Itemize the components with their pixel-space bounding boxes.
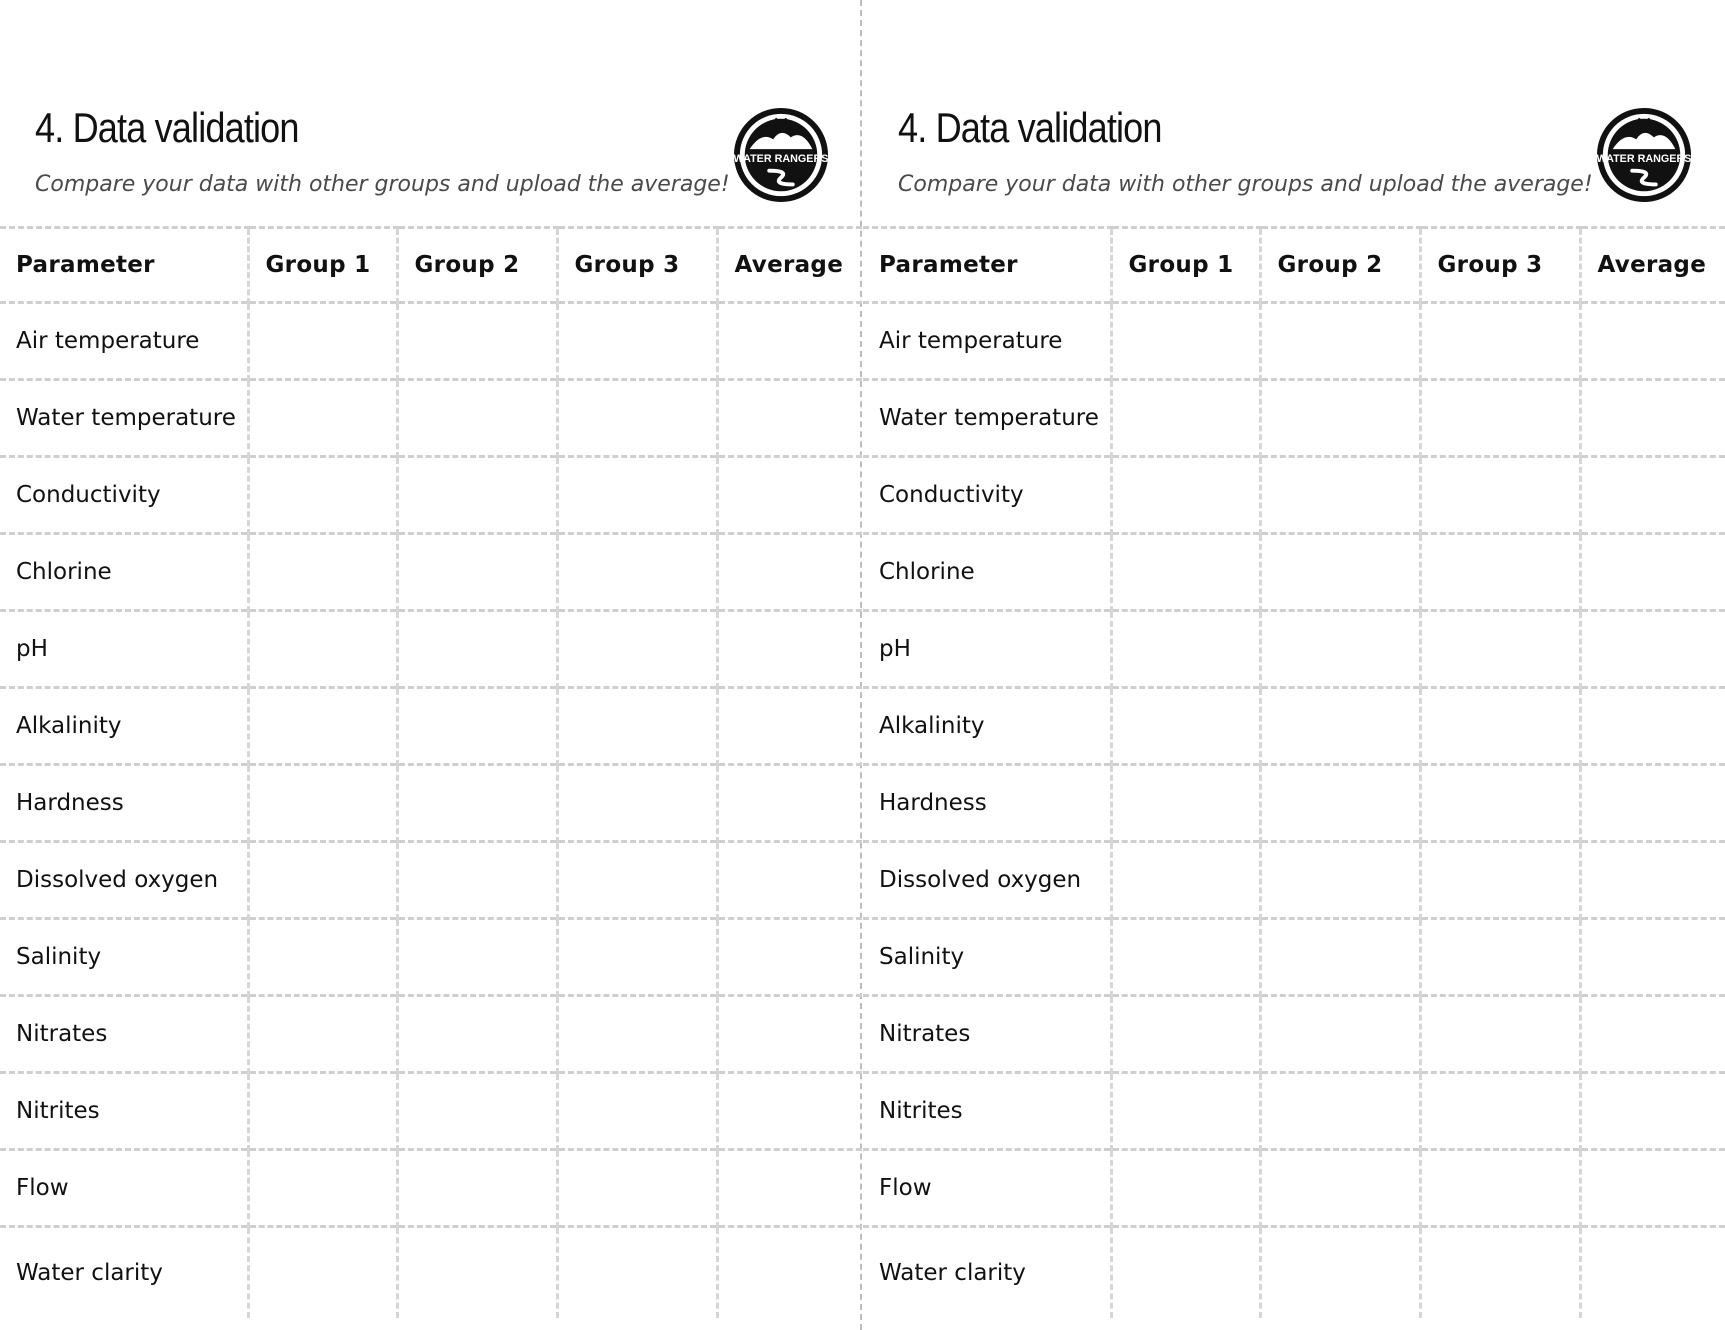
group-3-cell[interactable]	[1420, 1227, 1580, 1319]
group-2-cell[interactable]	[1260, 1073, 1420, 1150]
table-row	[0, 1227, 862, 1319]
group-3-cell[interactable]	[1420, 688, 1580, 765]
parameter-cell: Flow	[863, 1150, 1111, 1227]
parameter-cell: Water clarity	[0, 1227, 248, 1319]
group-3-cell[interactable]	[1420, 1073, 1580, 1150]
header-row	[0, 228, 862, 303]
group-1-cell[interactable]	[1111, 1150, 1260, 1227]
group-2-cell[interactable]	[397, 534, 557, 611]
group-2-cell[interactable]	[1260, 919, 1420, 996]
table-row	[0, 996, 862, 1073]
group-2-cell[interactable]	[397, 303, 557, 380]
average-cell[interactable]	[717, 996, 862, 1073]
average-cell[interactable]	[1580, 1073, 1725, 1150]
table-row	[863, 457, 1725, 534]
average-cell[interactable]	[717, 380, 862, 457]
group-3-cell[interactable]	[557, 1227, 717, 1319]
table-row	[863, 1150, 1725, 1227]
group-1-cell[interactable]	[1111, 457, 1260, 534]
group-2-cell[interactable]	[397, 688, 557, 765]
group-3-cell[interactable]	[1420, 996, 1580, 1073]
logo-text: WATER RANGERS	[733, 152, 829, 165]
group-3-cell[interactable]	[1420, 1150, 1580, 1227]
group-1-cell[interactable]	[1111, 765, 1260, 842]
group-1-cell[interactable]	[248, 1073, 397, 1150]
header-group-1: Group 1	[1111, 228, 1260, 303]
group-2-cell[interactable]	[397, 996, 557, 1073]
group-2-cell[interactable]	[1260, 380, 1420, 457]
table-row	[0, 1073, 862, 1150]
table-row	[863, 303, 1725, 380]
worksheet-right	[863, 0, 1725, 1330]
group-1-cell[interactable]	[248, 996, 397, 1073]
group-3-cell[interactable]	[557, 919, 717, 996]
group-3-cell[interactable]	[557, 1150, 717, 1227]
group-3-cell[interactable]	[557, 534, 717, 611]
group-1-cell[interactable]	[248, 380, 397, 457]
average-cell[interactable]	[717, 611, 862, 688]
group-3-cell[interactable]	[557, 842, 717, 919]
parameter-cell: Conductivity	[0, 457, 248, 534]
average-cell[interactable]	[1580, 380, 1725, 457]
table-row	[0, 303, 862, 380]
group-1-cell[interactable]	[248, 765, 397, 842]
group-1-cell[interactable]	[248, 919, 397, 996]
table-row	[863, 380, 1725, 457]
table-row	[0, 842, 862, 919]
group-2-cell[interactable]	[397, 611, 557, 688]
parameter-cell: Water temperature	[0, 380, 248, 457]
average-cell[interactable]	[717, 688, 862, 765]
group-1-cell[interactable]	[1111, 303, 1260, 380]
parameter-cell: Water clarity	[863, 1227, 1111, 1319]
parameter-cell: Alkalinity	[863, 688, 1111, 765]
group-3-cell[interactable]	[1420, 380, 1580, 457]
table-row	[0, 457, 862, 534]
group-2-cell[interactable]	[1260, 457, 1420, 534]
average-cell[interactable]	[1580, 457, 1725, 534]
group-1-cell[interactable]	[1111, 1227, 1260, 1319]
parameter-cell: Salinity	[863, 919, 1111, 996]
average-cell[interactable]	[1580, 765, 1725, 842]
group-1-cell[interactable]	[1111, 1073, 1260, 1150]
average-cell[interactable]	[1580, 303, 1725, 380]
group-2-cell[interactable]	[1260, 765, 1420, 842]
average-cell[interactable]	[717, 765, 862, 842]
group-3-cell[interactable]	[557, 688, 717, 765]
parameter-cell: Dissolved oxygen	[0, 842, 248, 919]
table-row	[0, 534, 862, 611]
group-2-cell[interactable]	[1260, 534, 1420, 611]
group-3-cell[interactable]	[1420, 303, 1580, 380]
group-1-cell[interactable]	[1111, 996, 1260, 1073]
group-2-cell[interactable]	[397, 457, 557, 534]
header-parameter: Parameter	[863, 228, 1111, 303]
group-3-cell[interactable]	[1420, 534, 1580, 611]
table-row	[863, 1073, 1725, 1150]
average-cell[interactable]	[717, 842, 862, 919]
header-group-2: Group 2	[397, 228, 557, 303]
parameter-cell: Chlorine	[0, 534, 248, 611]
average-cell[interactable]	[717, 534, 862, 611]
parameter-cell: Air temperature	[0, 303, 248, 380]
group-3-cell[interactable]	[1420, 765, 1580, 842]
table-row	[863, 1227, 1725, 1319]
page-title: 4. Data validation	[35, 104, 299, 151]
average-cell[interactable]	[1580, 534, 1725, 611]
group-3-cell[interactable]	[1420, 457, 1580, 534]
average-cell[interactable]	[717, 303, 862, 380]
group-2-cell[interactable]	[397, 1227, 557, 1319]
table-row	[863, 842, 1725, 919]
group-1-cell[interactable]	[1111, 688, 1260, 765]
group-2-cell[interactable]	[1260, 842, 1420, 919]
average-cell[interactable]	[717, 1227, 862, 1319]
group-1-cell[interactable]	[248, 842, 397, 919]
header-parameter: Parameter	[0, 228, 248, 303]
group-1-cell[interactable]	[1111, 611, 1260, 688]
parameter-cell: Nitrates	[863, 996, 1111, 1073]
header-group-1: Group 1	[248, 228, 397, 303]
group-1-cell[interactable]	[1111, 380, 1260, 457]
table-row	[863, 611, 1725, 688]
header-average: Average	[1580, 228, 1725, 303]
group-1-cell[interactable]	[1111, 534, 1260, 611]
average-cell[interactable]	[1580, 688, 1725, 765]
table-row	[863, 919, 1725, 996]
table-row	[863, 765, 1725, 842]
average-cell[interactable]	[717, 1073, 862, 1150]
table-row	[863, 996, 1725, 1073]
group-1-cell[interactable]	[248, 1150, 397, 1227]
average-cell[interactable]	[717, 1150, 862, 1227]
group-1-cell[interactable]	[248, 457, 397, 534]
group-2-cell[interactable]	[397, 842, 557, 919]
group-2-cell[interactable]	[1260, 611, 1420, 688]
group-1-cell[interactable]	[248, 1227, 397, 1319]
group-1-cell[interactable]	[1111, 919, 1260, 996]
table-row	[0, 919, 862, 996]
group-2-cell[interactable]	[1260, 1227, 1420, 1319]
group-1-cell[interactable]	[248, 688, 397, 765]
average-cell[interactable]	[1580, 1150, 1725, 1227]
group-2-cell[interactable]	[1260, 996, 1420, 1073]
group-2-cell[interactable]	[397, 1073, 557, 1150]
parameter-cell: Hardness	[0, 765, 248, 842]
group-1-cell[interactable]	[1111, 842, 1260, 919]
group-2-cell[interactable]	[397, 380, 557, 457]
validation-table	[0, 226, 862, 1318]
header-group-3: Group 3	[557, 228, 717, 303]
parameter-cell: Nitrites	[863, 1073, 1111, 1150]
group-3-cell[interactable]	[1420, 842, 1580, 919]
table-row	[863, 688, 1725, 765]
group-3-cell[interactable]	[557, 1073, 717, 1150]
parameter-cell: Water temperature	[863, 380, 1111, 457]
parameter-cell: Flow	[0, 1150, 248, 1227]
group-2-cell[interactable]	[397, 1150, 557, 1227]
header-row	[863, 228, 1725, 303]
worksheet-left	[0, 0, 862, 1330]
group-2-cell[interactable]	[1260, 1150, 1420, 1227]
group-2-cell[interactable]	[397, 919, 557, 996]
average-cell[interactable]	[1580, 996, 1725, 1073]
header-group-2: Group 2	[1260, 228, 1420, 303]
logo-text: WATER RANGERS	[1596, 152, 1692, 165]
table-row	[0, 611, 862, 688]
average-cell[interactable]	[1580, 919, 1725, 996]
table-row	[863, 534, 1725, 611]
group-3-cell[interactable]	[557, 457, 717, 534]
header-average: Average	[717, 228, 862, 303]
average-cell[interactable]	[1580, 1227, 1725, 1319]
parameter-cell: pH	[0, 611, 248, 688]
parameter-cell: Hardness	[863, 765, 1111, 842]
group-3-cell[interactable]	[557, 380, 717, 457]
validation-table	[863, 226, 1725, 1318]
average-cell[interactable]	[1580, 842, 1725, 919]
group-3-cell[interactable]	[557, 996, 717, 1073]
parameter-cell: Air temperature	[863, 303, 1111, 380]
parameter-cell: Dissolved oxygen	[863, 842, 1111, 919]
page-subtitle: Compare your data with other groups and upload the average!	[35, 172, 730, 197]
average-cell[interactable]	[717, 457, 862, 534]
group-3-cell[interactable]	[1420, 919, 1580, 996]
average-cell[interactable]	[717, 919, 862, 996]
parameter-cell: Conductivity	[863, 457, 1111, 534]
group-1-cell[interactable]	[248, 303, 397, 380]
average-cell[interactable]	[1580, 611, 1725, 688]
table-row	[0, 1150, 862, 1227]
parameter-cell: Chlorine	[863, 534, 1111, 611]
table-row	[0, 688, 862, 765]
group-3-cell[interactable]	[557, 611, 717, 688]
table-row	[0, 765, 862, 842]
parameter-cell: Nitrites	[0, 1073, 248, 1150]
page-subtitle: Compare your data with other groups and upload the average!	[898, 172, 1593, 197]
parameter-cell: Nitrates	[0, 996, 248, 1073]
group-1-cell[interactable]	[248, 534, 397, 611]
group-1-cell[interactable]	[248, 611, 397, 688]
water-rangers-logo	[1595, 106, 1693, 204]
group-3-cell[interactable]	[557, 303, 717, 380]
parameter-cell: Alkalinity	[0, 688, 248, 765]
parameter-cell: pH	[863, 611, 1111, 688]
page-title: 4. Data validation	[898, 104, 1162, 151]
water-rangers-logo	[732, 106, 830, 204]
group-2-cell[interactable]	[1260, 303, 1420, 380]
group-2-cell[interactable]	[1260, 688, 1420, 765]
group-3-cell[interactable]	[557, 765, 717, 842]
group-2-cell[interactable]	[397, 765, 557, 842]
header-group-3: Group 3	[1420, 228, 1580, 303]
table-row	[0, 380, 862, 457]
group-3-cell[interactable]	[1420, 611, 1580, 688]
parameter-cell: Salinity	[0, 919, 248, 996]
